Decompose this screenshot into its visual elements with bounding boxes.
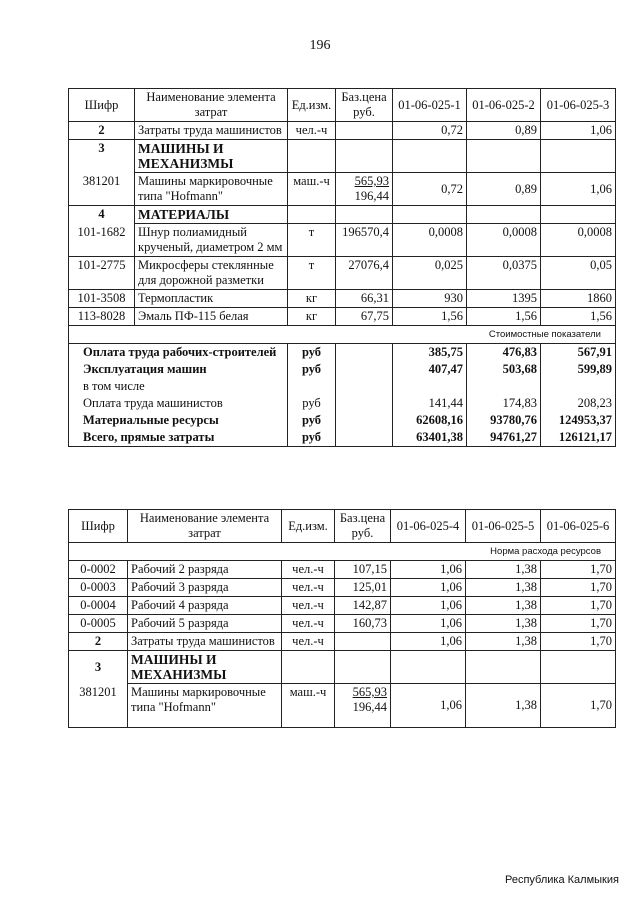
row-value-2: 1,38	[466, 579, 541, 597]
summary-name: в том числе	[69, 378, 288, 395]
row-name: Рабочий 2 разряда	[128, 561, 282, 579]
row-code: 101-1682	[69, 224, 135, 257]
row-value-3: 0,0008	[541, 224, 616, 257]
header-name: Наименование элемента затрат	[135, 89, 288, 122]
row-value-1: 0,72	[393, 173, 467, 206]
table-row	[69, 561, 616, 579]
cost-table-1	[68, 88, 616, 447]
row-value-1: 1,06	[391, 561, 466, 579]
summary-value-2: 93780,76	[467, 412, 541, 429]
summary-value-1: 62608,16	[393, 412, 467, 429]
row-code: 0-0003	[69, 579, 128, 597]
row-name: Рабочий 3 разряда	[128, 579, 282, 597]
summary-unit: руб	[288, 412, 336, 429]
summary-unit: руб	[288, 361, 336, 378]
table-row	[69, 633, 616, 651]
price-bottom: 196,44	[352, 700, 387, 714]
row-value-3: 1,56	[541, 308, 616, 326]
header-col-5: 01-06-025-5	[466, 510, 541, 543]
row-value-3: 0,05	[541, 257, 616, 290]
header-col-6: 01-06-025-6	[541, 510, 616, 543]
subheader-row	[69, 326, 616, 344]
row-unit: т	[288, 257, 336, 290]
header-col-4: 01-06-025-4	[391, 510, 466, 543]
summary-name: Оплата труда машинистов	[69, 395, 288, 412]
header-unit: Ед.изм.	[288, 89, 336, 122]
header-col-2: 01-06-025-2	[467, 89, 541, 122]
row-price	[336, 122, 393, 140]
row-name: Рабочий 5 разряда	[128, 615, 282, 633]
subheader: Норма расхода ресурсов	[69, 543, 616, 561]
table-row	[69, 173, 616, 206]
summary-name: Оплата труда рабочих-строителей	[69, 344, 288, 362]
row-unit: маш.-ч	[288, 173, 336, 206]
summary-name: Эксплуатация машин	[69, 361, 288, 378]
row-value-1: 1,06	[391, 633, 466, 651]
row-value-1: 1,06	[391, 597, 466, 615]
row-unit: чел.-ч	[282, 615, 335, 633]
section-row	[69, 140, 616, 173]
summary-value-1: 141,44	[393, 395, 467, 412]
row-name: Эмаль ПФ-115 белая	[135, 308, 288, 326]
row-value-3: 1,06	[541, 173, 616, 206]
section-number: 3	[69, 140, 135, 173]
summary-row	[69, 378, 616, 395]
row-value-3: 1,70	[541, 561, 616, 579]
row-value-1: 0,72	[393, 122, 467, 140]
row-unit: маш.-ч	[282, 684, 335, 728]
table-row	[69, 122, 616, 140]
row-value-2: 1,38	[466, 615, 541, 633]
footer-region: Республика Калмыкия	[505, 874, 619, 886]
row-value-2: 1,56	[467, 308, 541, 326]
section-title: МАШИНЫ И МЕХАНИЗМЫ	[128, 651, 282, 684]
row-value-1: 1,06	[391, 579, 466, 597]
price-top: 565,93	[354, 174, 389, 188]
section-row	[69, 651, 616, 684]
row-price: 27076,4	[336, 257, 393, 290]
table-row	[69, 579, 616, 597]
row-name: Микросферы стеклянные для дорожной разметки	[135, 257, 288, 290]
page-number: 196	[309, 38, 331, 53]
row-value-1: 1,06	[391, 615, 466, 633]
table-row	[69, 224, 616, 257]
summary-row	[69, 395, 616, 412]
row-price	[335, 684, 391, 728]
section-title: МАТЕРИАЛЫ	[135, 206, 288, 224]
row-value-3: 1,06	[541, 122, 616, 140]
row-value-2: 1,38	[466, 561, 541, 579]
row-unit: чел.-ч	[282, 579, 335, 597]
row-unit: чел.-ч	[288, 122, 336, 140]
row-price	[335, 633, 391, 651]
row-price: 125,01	[335, 579, 391, 597]
header-name: Наименование элемента затрат	[128, 510, 282, 543]
subheader: Стоимостные показатели	[69, 326, 616, 344]
row-code: 0-0002	[69, 561, 128, 579]
summary-value-3: 126121,17	[541, 429, 616, 447]
table-row	[69, 308, 616, 326]
table-row	[69, 290, 616, 308]
row-code: 0-0005	[69, 615, 128, 633]
header-col-3: 01-06-025-3	[541, 89, 616, 122]
header-code: Шифр	[69, 510, 128, 543]
row-name: Затраты труда машинистов	[135, 122, 288, 140]
row-name: Затраты труда машинистов	[128, 633, 282, 651]
row-value-1: 0,0008	[393, 224, 467, 257]
row-name: Машины маркировочные типа "Hofmann"	[135, 173, 288, 206]
cost-table-2	[68, 509, 616, 728]
summary-value-3: 124953,37	[541, 412, 616, 429]
summary-value-2: 476,83	[467, 344, 541, 362]
row-value-2: 0,0375	[467, 257, 541, 290]
row-value-3: 1,70	[541, 597, 616, 615]
header-code: Шифр	[69, 89, 135, 122]
row-value-2: 1,38	[466, 597, 541, 615]
row-value-1: 1,56	[393, 308, 467, 326]
section-title: МАШИНЫ И МЕХАНИЗМЫ	[135, 140, 288, 173]
row-name: Рабочий 4 разряда	[128, 597, 282, 615]
row-value-2: 0,0008	[467, 224, 541, 257]
summary-name: Материальные ресурсы	[69, 412, 288, 429]
summary-value-2: 503,68	[467, 361, 541, 378]
summary-value-3: 567,91	[541, 344, 616, 362]
row-value-1: 0,025	[393, 257, 467, 290]
row-unit: т	[288, 224, 336, 257]
row-name: Термопластик	[135, 290, 288, 308]
row-code: 101-3508	[69, 290, 135, 308]
row-value-3: 1,70	[541, 579, 616, 597]
summary-value-2: 174,83	[467, 395, 541, 412]
row-value-2: 0,89	[467, 173, 541, 206]
table-header	[69, 510, 616, 543]
subheader-row	[69, 543, 616, 561]
summary-row	[69, 344, 616, 362]
summary-unit: руб	[288, 429, 336, 447]
row-price: 196570,4	[336, 224, 393, 257]
row-code: 101-2775	[69, 257, 135, 290]
row-price: 142,87	[335, 597, 391, 615]
row-value-1: 1,06	[391, 684, 466, 728]
row-price: 66,31	[336, 290, 393, 308]
row-code: 2	[69, 122, 135, 140]
price-top: 565,93	[352, 685, 387, 699]
summary-row	[69, 429, 616, 447]
row-unit: чел.-ч	[282, 597, 335, 615]
summary-value-3: 208,23	[541, 395, 616, 412]
row-price: 107,15	[335, 561, 391, 579]
summary-value-1: 407,47	[393, 361, 467, 378]
header-price: Баз.цена руб.	[335, 510, 391, 543]
table-row	[69, 257, 616, 290]
row-price: 67,75	[336, 308, 393, 326]
table-row	[69, 615, 616, 633]
summary-value-1: 385,75	[393, 344, 467, 362]
row-unit: чел.-ч	[282, 633, 335, 651]
summary-value-3: 599,89	[541, 361, 616, 378]
summary-name: Всего, прямые затраты	[69, 429, 288, 447]
row-value-2: 0,89	[467, 122, 541, 140]
summary-unit: руб	[288, 395, 336, 412]
row-unit: кг	[288, 308, 336, 326]
row-code: 381201	[69, 173, 135, 206]
row-unit: чел.-ч	[282, 561, 335, 579]
summary-value-1: 63401,38	[393, 429, 467, 447]
table-row	[69, 597, 616, 615]
row-unit: кг	[288, 290, 336, 308]
summary-unit: руб	[288, 344, 336, 362]
header-unit: Ед.изм.	[282, 510, 335, 543]
table-row	[69, 684, 616, 728]
row-code: 0-0004	[69, 597, 128, 615]
summary-row	[69, 412, 616, 429]
table-header	[69, 89, 616, 122]
row-value-3: 1,70	[541, 633, 616, 651]
section-row	[69, 206, 616, 224]
header-col-1: 01-06-025-1	[393, 89, 467, 122]
row-value-2: 1,38	[466, 633, 541, 651]
row-value-2: 1,38	[466, 684, 541, 728]
row-code: 113-8028	[69, 308, 135, 326]
row-code: 381201	[69, 684, 128, 728]
section-number: 4	[69, 206, 135, 224]
row-value-3: 1,70	[541, 615, 616, 633]
row-price	[336, 173, 393, 206]
row-value-3: 1,70	[541, 684, 616, 728]
summary-value-2: 94761,27	[467, 429, 541, 447]
row-value-2: 1395	[467, 290, 541, 308]
row-value-1: 930	[393, 290, 467, 308]
header-price: Баз.цена руб.	[336, 89, 393, 122]
row-name: Машины маркировочные типа "Hofmann"	[128, 684, 282, 728]
summary-row	[69, 361, 616, 378]
row-value-3: 1860	[541, 290, 616, 308]
section-number: 3	[69, 651, 128, 684]
price-bottom: 196,44	[354, 189, 389, 203]
row-name: Шнур полиамидный крученый, диаметром 2 мм	[135, 224, 288, 257]
row-price: 160,73	[335, 615, 391, 633]
row-code: 2	[69, 633, 128, 651]
